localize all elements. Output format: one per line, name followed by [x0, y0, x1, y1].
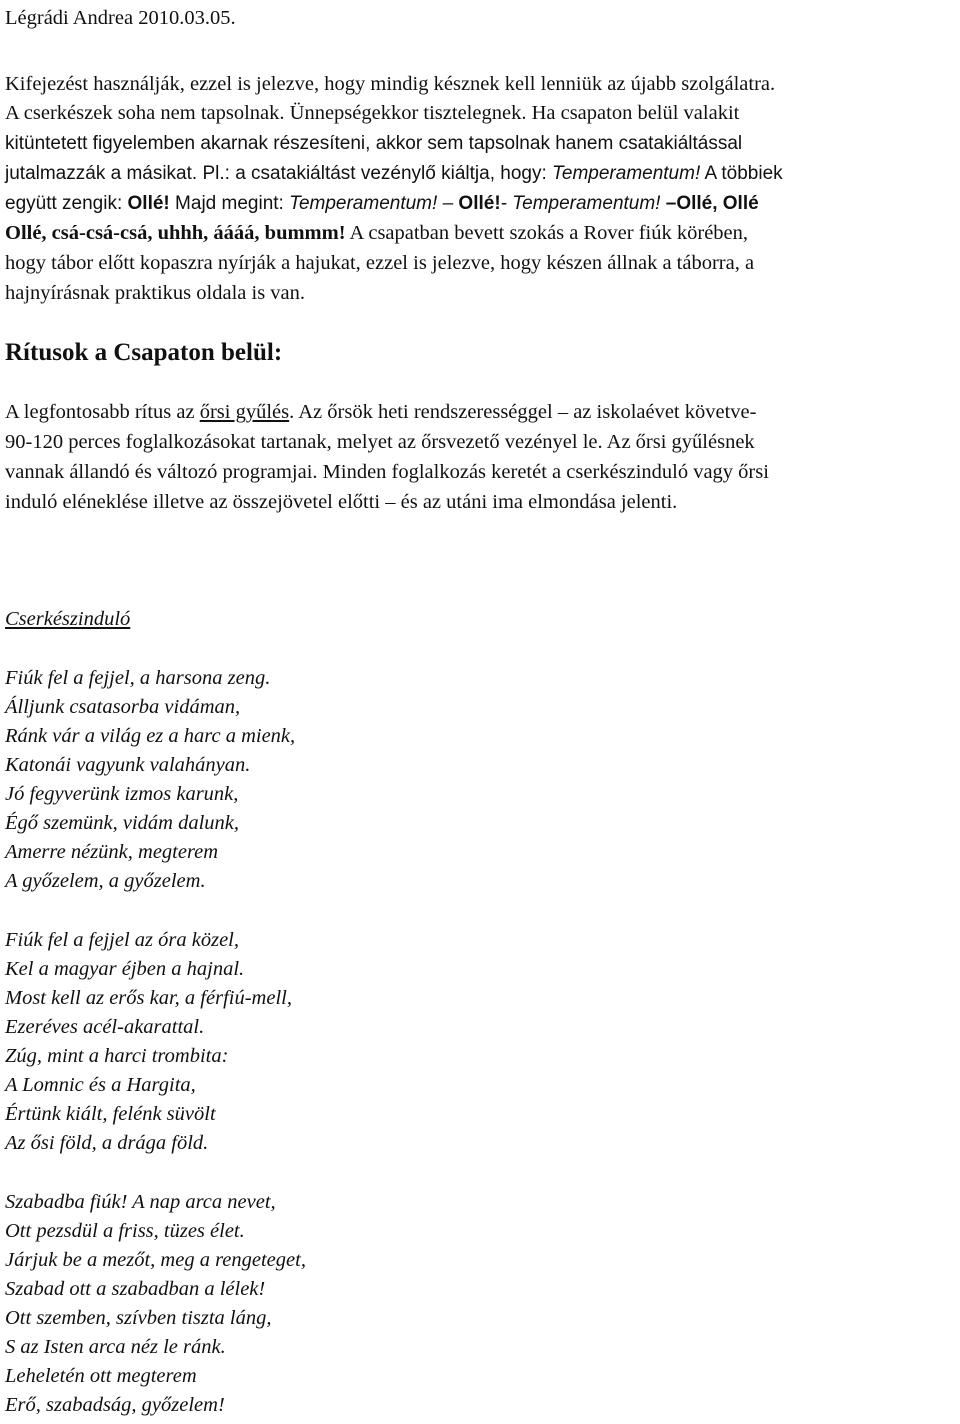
verse-line: Most kell az erős kar, a férfiú-mell,	[5, 987, 292, 1009]
battle-cry-text: - Temperamentum!	[500, 193, 661, 214]
verse-line: Katonái vagyunk valahányan.	[5, 754, 251, 776]
verse-line: Jó fegyverünk izmos karunk,	[5, 783, 239, 805]
battle-cry-text: –Ollé, Ollé	[660, 193, 759, 214]
verse-line: Ott pezsdül a friss, tüzes élet.	[5, 1220, 245, 1242]
intro-text: A többiek	[700, 163, 783, 184]
verse-line: Szabad ott a szabadban a lélek!	[5, 1278, 266, 1300]
intro-line: A cserkészek soha nem tapsolnak. Ünnepségekkor tisztelegnek. Ha csapaton belül valakit	[5, 102, 740, 124]
section-heading: Rítusok a Csapaton belül:	[5, 339, 283, 366]
rites-line	[5, 398, 756, 427]
verse-line: A Lomnic és a Hargita,	[5, 1074, 196, 1096]
verse-line: A győzelem, a győzelem.	[5, 870, 206, 892]
rites-line: induló eléneklése illetve az összejövetel előtti – és az utáni ima elmondása jelenti.	[5, 491, 678, 513]
verse-line: Szabadba fiúk! A nap arca nevet,	[5, 1191, 276, 1213]
rites-line: vannak állandó és változó programjai. Minden foglalkozás keretét a cserkészinduló vagy őrsi	[5, 461, 769, 483]
verse-line: Álljunk csatasorba vidáman,	[5, 696, 241, 718]
battle-cry-text: Temperamentum!	[552, 163, 701, 184]
verse-line: Égő szemünk, vidám dalunk,	[5, 812, 239, 834]
rites-text: A legfontosabb rítus az	[5, 401, 200, 423]
verse-line: Az ősi föld, a drága föld.	[5, 1132, 209, 1154]
document-header: Légrádi Andrea 2010.03.05.	[5, 7, 236, 29]
intro-text: együtt zengik:	[5, 193, 128, 214]
intro-line	[5, 159, 783, 188]
intro-text: jutalmazzák a másikat. Pl.: a csatakiáltást vezénylő kiáltja, hogy:	[5, 163, 553, 184]
verse-line: Ezeréves acél-akarattal.	[5, 1016, 205, 1038]
battle-cry-text: Temperamentum! –	[289, 193, 459, 214]
rites-line: 90-120 perces foglalkozásokat tartanak, melyet az őrsvezető vezényel le. Az őrsi gyűlésnek	[5, 431, 755, 453]
song-title: Cserkészinduló	[5, 608, 131, 630]
verse-line: Kel a magyar éjben a hajnal.	[5, 958, 245, 980]
verse-line: Zúg, mint a harci trombita:	[5, 1045, 229, 1067]
intro-text: A csapatban bevett szokás a Rover fiúk körében,	[345, 222, 749, 244]
intro-text: Majd megint:	[169, 193, 290, 214]
verse-line: Járjuk be a mezőt, meg a rengeteget,	[5, 1249, 306, 1271]
verse-line: S az Isten arca néz le ránk.	[5, 1336, 226, 1358]
battle-cry-text: Ollé!	[458, 193, 501, 214]
verse-line: Értünk kiált, felénk süvölt	[5, 1103, 216, 1125]
verse-line: Fiúk fel a fejjel, a harsona zeng.	[5, 667, 271, 689]
intro-line	[5, 219, 748, 248]
verse-line: Erő, szabadság, győzelem!	[5, 1394, 225, 1416]
verse-line: Amerre nézünk, megterem	[5, 841, 219, 863]
verse-line: Ránk vár a világ ez a harc a mienk,	[5, 725, 296, 747]
intro-line: hajnyírásnak praktikus oldala is van.	[5, 282, 306, 304]
rites-text: . Az őrsök heti rendszerességgel – az iskolaévet követve-	[289, 401, 757, 423]
patrol-meeting-term: őrsi gyűlés	[199, 401, 290, 423]
battle-cry-text: Ollé!	[127, 193, 170, 214]
verse-line: Ott szemben, szívben tiszta láng,	[5, 1307, 272, 1329]
intro-line: kitüntetett figyelemben akarnak részesíteni, akkor sem tapsolnak hanem csatakiáltással	[5, 133, 743, 154]
intro-line: hogy tábor előtt kopaszra nyírják a hajukat, ezzel is jelezve, hogy készen állnak a táborra, a	[5, 252, 755, 274]
verse-line: Leheletén ott megterem	[5, 1365, 197, 1387]
intro-line	[5, 189, 759, 218]
battle-cry-text: Ollé, csá-csá-csá, uhhh, áááá, bummm!	[5, 222, 346, 244]
verse-line: Fiúk fel a fejjel az óra közel,	[5, 929, 239, 951]
intro-line: Kifejezést használják, ezzel is jelezve, hogy mindig késznek kell lenniük az újabb szolgálatra.	[5, 73, 776, 95]
